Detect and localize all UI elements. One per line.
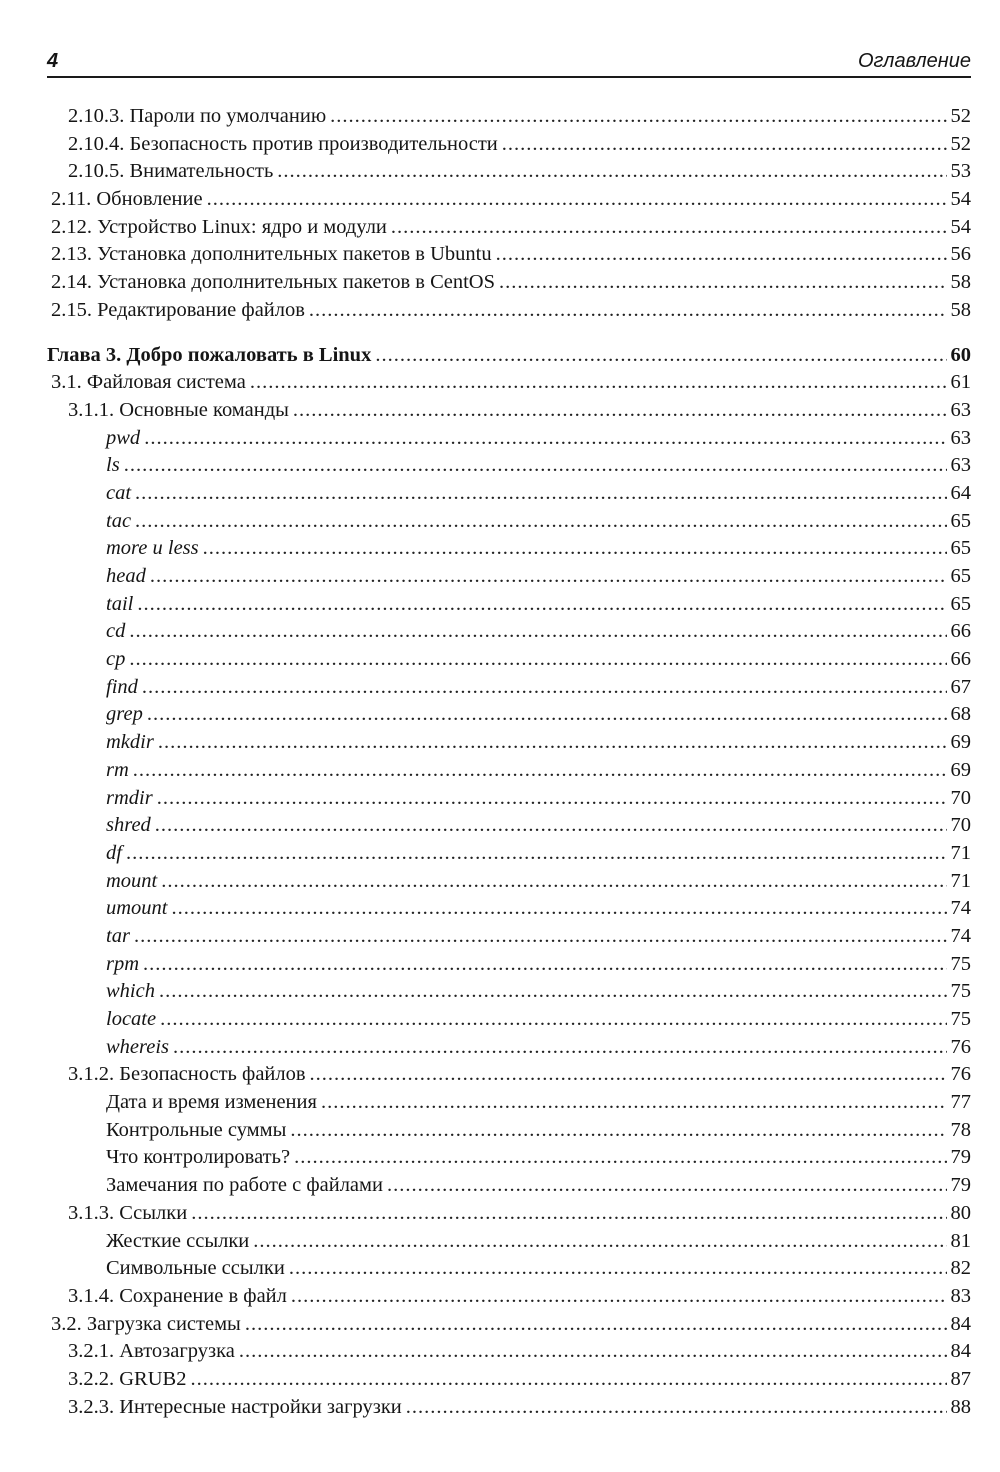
toc-entry-title: 2.10.4. Безопасность против производительности [68,132,498,155]
dot-leader [157,785,947,813]
toc-entry-title: 3.2.2. GRUB2 [68,1367,187,1390]
toc-entry [47,1061,971,1089]
dot-leader [239,1338,947,1366]
toc-entry-page: 52 [950,105,971,127]
toc-entry [47,186,971,214]
toc-entry-title: rm [106,758,129,781]
toc-entry [47,868,971,896]
toc-entry-page: 65 [950,565,971,587]
toc-entry-page: 56 [950,243,971,266]
toc-entry [47,535,971,563]
dot-leader [245,1311,947,1339]
toc-entry-page: 71 [950,841,971,864]
toc-entry-title: 2.10.5. Внимательность [68,160,274,183]
toc-entry [47,812,971,840]
dot-leader [134,923,947,951]
dot-leader [142,674,947,702]
toc-entry-page: 76 [950,1063,971,1086]
toc-entry [47,131,971,159]
toc-entry-page: 60 [950,343,971,366]
toc-entry [47,1006,971,1034]
dot-leader [137,591,946,619]
toc-entry-title: Контрольные суммы [106,1118,287,1141]
toc-entry [47,480,971,508]
dot-leader [150,563,947,591]
toc-entry-page: 69 [950,758,971,781]
toc-entry [47,1283,971,1311]
dot-leader [496,241,947,269]
toc-entry-page: 87 [950,1367,971,1390]
toc-entry [47,563,971,591]
toc-entry [47,1117,971,1145]
toc-entry-page: 75 [950,952,971,975]
toc-chapter-entry [47,342,971,370]
toc-entry-page: 79 [950,1146,971,1169]
toc-entry-title: more и less [106,537,199,560]
toc-entry-title: 2.13. Установка дополнительных пакетов в Ubuntu [51,243,492,266]
toc-entry-title: find [106,675,138,698]
toc-entry-title: tac [106,509,132,532]
toc-entry-page: 81 [950,1229,971,1252]
running-title: Оглавление [857,50,971,72]
toc-entry-title: cp [106,648,126,671]
toc-entry [47,840,971,868]
dot-leader [129,646,946,674]
toc-entry-page: 82 [950,1257,971,1280]
toc-entry [47,701,971,729]
toc-entry-title: Символьные ссылки [106,1257,285,1280]
dot-leader [330,103,946,131]
toc-entry [47,103,971,131]
toc-entry [47,452,971,480]
toc-entry [47,297,971,325]
toc-entry [47,1200,971,1228]
toc-entry [47,951,971,979]
toc-entry-page: 79 [950,1174,971,1197]
toc-entry-page: 83 [950,1284,971,1307]
toc-entry [47,508,971,536]
dot-leader [309,297,947,325]
toc-entry [47,646,971,674]
dot-leader [129,618,946,646]
toc-entry-page: 54 [950,215,971,238]
dot-leader [291,1283,947,1311]
dot-leader [172,895,947,923]
toc-entry-title: mkdir [106,731,154,754]
toc-entry-title: 3.1.1. Основные команды [68,398,289,421]
dot-leader [253,1228,946,1256]
toc-entry-title: Жесткие ссылки [106,1229,250,1252]
toc-entry-page: 77 [950,1091,971,1114]
toc-entry-page: 54 [950,188,971,211]
toc-entry [47,241,971,269]
dot-leader [387,1172,947,1200]
toc-entry-title: 2.15. Редактирование файлов [51,298,305,321]
toc-entry-page: 65 [950,509,971,532]
toc-entry-title: tar [106,924,130,947]
dot-leader [290,1117,946,1145]
dot-leader [173,1034,946,1062]
toc-entry-page: 63 [950,398,971,421]
toc-entry [47,757,971,785]
toc-entry-page: 70 [950,786,971,809]
toc-entry [47,1172,971,1200]
dot-leader [250,369,947,397]
toc-entry-title: cat [106,481,132,504]
dot-leader [155,812,947,840]
toc-entry-title: 2.11. Обновление [51,188,203,211]
toc-entry-page: 76 [950,1035,971,1058]
dot-leader [203,535,947,563]
toc-entry-title: cd [106,620,126,643]
toc-entry-page: 65 [950,537,971,560]
toc-entry-page: 53 [950,160,971,183]
toc-entry [47,618,971,646]
dot-leader [190,1366,946,1394]
toc-entry-page: 69 [950,731,971,754]
dot-leader [126,840,947,868]
toc-entry-page: 71 [950,869,971,892]
dot-leader [294,1144,946,1172]
dot-leader [293,397,947,425]
dot-leader [321,1089,947,1117]
dot-leader [289,1255,947,1283]
dot-leader [135,480,946,508]
toc-entry-page: 65 [950,592,971,615]
toc-entry-title: whereis [106,1035,170,1058]
toc-entry-title: 2.14. Установка дополнительных пакетов в CentOS [51,271,496,294]
toc-entry-page: 74 [950,897,971,920]
toc-entry [47,978,971,1006]
dot-leader [391,214,947,242]
toc-entry-page: 84 [950,1340,971,1363]
toc-entry-page: 80 [950,1201,971,1224]
dot-leader [143,951,946,979]
toc-entry-page: 58 [950,271,971,294]
toc-entry-page: 67 [950,675,971,698]
toc-entry-title: mount [106,869,158,892]
toc-entry-title: df [106,841,122,864]
toc-entry [47,1338,971,1366]
toc-entry-title: 3.1.3. Ссылки [68,1201,188,1224]
toc-entry [47,785,971,813]
dot-leader [144,425,946,453]
toc-entry-title: 3.1.2. Безопасность файлов [68,1063,306,1086]
toc-entry-title: shred [106,814,151,837]
toc-entry-title: Глава 3. Добро пожаловать в Linux [47,343,372,366]
dot-leader [147,701,947,729]
toc-entry [47,1144,971,1172]
toc-entry-page: 74 [950,924,971,947]
toc-entry [47,591,971,619]
toc-entry-title: rmdir [106,786,153,809]
toc-entry-title: 3.1.4. Сохранение в файл [68,1284,287,1307]
page-number: 4 [47,50,59,72]
dot-leader [133,757,947,785]
toc-entry-title: rpm [106,952,140,975]
page-header [47,48,971,78]
toc-entry [47,397,971,425]
toc-entry-page: 75 [950,980,971,1003]
toc-entry-title: 3.2.3. Интересные настройки загрузки [68,1395,402,1418]
toc-entry-title: Что контролировать? [106,1146,291,1169]
toc-entry [47,1311,971,1339]
table-of-contents [47,103,971,1421]
toc-entry-title: ls [106,454,120,477]
toc-entry-page: 58 [950,298,971,321]
toc-entry-page: 88 [950,1395,971,1418]
toc-entry-page: 61 [950,371,971,394]
toc-entry [47,1089,971,1117]
toc-entry-page: 66 [950,620,971,643]
dot-leader [191,1200,946,1228]
dot-leader [161,868,946,896]
toc-entry [47,729,971,757]
toc-entry-title: grep [106,703,143,726]
toc-entry [47,425,971,453]
toc-entry [47,923,971,951]
toc-entry-title: Замечания по работе с файлами [106,1174,383,1197]
toc-entry-title: umount [106,897,168,920]
toc-entry [47,269,971,297]
toc-entry-page: 68 [950,703,971,726]
toc-entry-page: 78 [950,1118,971,1141]
toc-entry-title: locate [106,1008,157,1030]
toc-entry-title: which [106,980,155,1003]
toc-entry-title: 2.10.3. Пароли по умолчанию [68,105,327,127]
dot-leader [499,269,946,297]
toc-entry-page: 70 [950,814,971,837]
dot-leader [158,729,947,757]
dot-leader [277,158,946,186]
dot-leader [310,1061,947,1089]
toc-entry-title: pwd [106,426,141,449]
toc-entry-page: 84 [950,1312,971,1335]
toc-entry-title: 2.12. Устройство Linux: ядро и модули [51,215,387,238]
toc-entry [47,1228,971,1256]
toc-entry [47,1366,971,1394]
dot-leader [502,131,947,159]
dot-leader [124,452,947,480]
toc-entry [47,1034,971,1062]
toc-entry-page: 63 [950,454,971,477]
dot-leader [375,342,946,370]
toc-entry-title: 3.1. Файловая система [51,371,246,394]
toc-entry [47,674,971,702]
toc-entry-page: 63 [950,426,971,449]
toc-entry-page: 64 [950,481,971,504]
dot-leader [160,1006,946,1034]
toc-entry-title: tail [106,592,134,615]
toc-entry [47,1255,971,1283]
toc-entry-title: Дата и время изменения [106,1091,317,1114]
toc-entry [47,369,971,397]
toc-entry-title: 3.2. Загрузка системы [51,1312,241,1335]
toc-entry [47,158,971,186]
toc-entry-title: head [106,565,146,587]
toc-entry-page: 75 [950,1008,971,1030]
dot-leader [135,508,946,536]
toc-entry-title: 3.2.1. Автозагрузка [68,1340,235,1363]
dot-leader [406,1394,947,1422]
toc-entry [47,1394,971,1422]
toc-entry [47,214,971,242]
toc-entry-page: 66 [950,648,971,671]
toc-entry-page: 52 [950,132,971,155]
dot-leader [207,186,947,214]
toc-entry [47,895,971,923]
dot-leader [159,978,947,1006]
